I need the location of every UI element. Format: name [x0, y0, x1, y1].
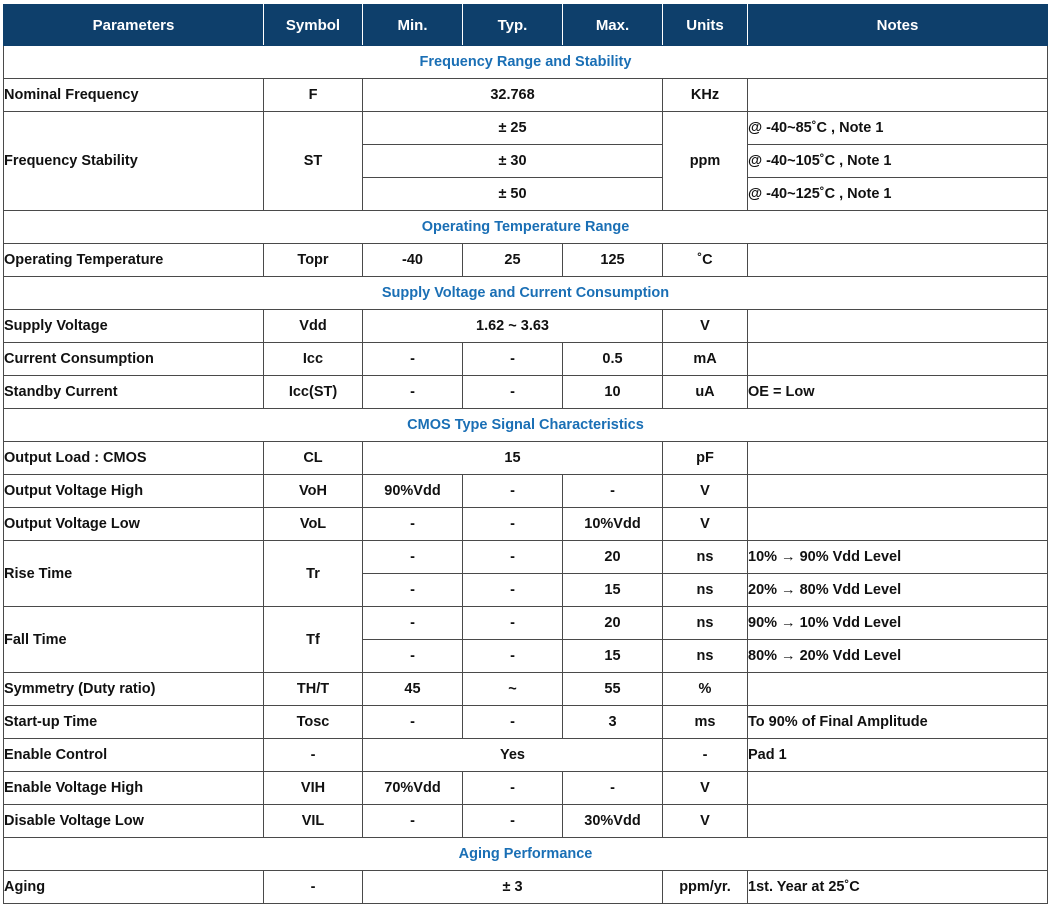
max-cell: 125: [563, 244, 663, 277]
header-notes: Notes: [748, 5, 1048, 46]
symbol-cell: Icc: [264, 343, 363, 376]
param-cell: Start-up Time: [4, 706, 264, 739]
notes-cell: [748, 772, 1048, 805]
header-max: Max.: [563, 5, 663, 46]
max-cell: 15: [563, 640, 663, 673]
notes-cell: [748, 673, 1048, 706]
max-cell: 55: [563, 673, 663, 706]
max-cell: -: [563, 475, 663, 508]
max-cell: 10: [563, 376, 663, 409]
units-cell: V: [663, 310, 748, 343]
param-cell: Output Voltage High: [4, 475, 264, 508]
notes-cell: 20% → 80% Vdd Level: [748, 574, 1048, 607]
units-cell: ms: [663, 706, 748, 739]
units-cell: V: [663, 475, 748, 508]
notes-cell: [748, 79, 1048, 112]
param-cell: Frequency Stability: [4, 112, 264, 211]
table-row: [4, 871, 1048, 904]
units-cell: ppm: [663, 112, 748, 211]
section-title: Supply Voltage and Current Consumption: [4, 277, 1048, 310]
units-cell: %: [663, 673, 748, 706]
table-row: [4, 673, 1048, 706]
units-cell: uA: [663, 376, 748, 409]
table-row: [4, 475, 1048, 508]
notes-cell: [748, 508, 1048, 541]
units-cell: V: [663, 772, 748, 805]
table-row: [4, 739, 1048, 772]
min-cell: 90%Vdd: [363, 475, 463, 508]
symbol-cell: Vdd: [264, 310, 363, 343]
typ-cell: -: [463, 574, 563, 607]
notes-cell: [748, 442, 1048, 475]
units-cell: ppm/yr.: [663, 871, 748, 904]
notes-cell: 1st. Year at 25˚C: [748, 871, 1048, 904]
symbol-cell: TH/T: [264, 673, 363, 706]
param-cell: Output Voltage Low: [4, 508, 264, 541]
header-units: Units: [663, 5, 748, 46]
max-cell: 3: [563, 706, 663, 739]
param-cell: Output Load : CMOS: [4, 442, 264, 475]
min-cell: -: [363, 805, 463, 838]
notes-cell: [748, 310, 1048, 343]
notes-cell: Pad 1: [748, 739, 1048, 772]
notes-cell: 10% → 90% Vdd Level: [748, 541, 1048, 574]
notes-cell: 90% → 10% Vdd Level: [748, 607, 1048, 640]
units-cell: V: [663, 508, 748, 541]
symbol-cell: -: [264, 871, 363, 904]
table-row: [4, 607, 1048, 640]
max-cell: 15: [563, 574, 663, 607]
units-cell: pF: [663, 442, 748, 475]
min-cell: -: [363, 376, 463, 409]
header-parameters: Parameters: [4, 5, 264, 46]
table-row: [4, 805, 1048, 838]
min-cell: -: [363, 607, 463, 640]
section-row: [4, 211, 1048, 244]
symbol-cell: VIH: [264, 772, 363, 805]
value-cell: ± 3: [363, 871, 663, 904]
param-cell: Enable Voltage High: [4, 772, 264, 805]
typ-cell: -: [463, 706, 563, 739]
min-cell: -: [363, 508, 463, 541]
typ-cell: -: [463, 343, 563, 376]
table-row: [4, 772, 1048, 805]
symbol-cell: VoL: [264, 508, 363, 541]
symbol-cell: ST: [264, 112, 363, 211]
notes-cell: @ -40~125˚C , Note 1: [748, 178, 1048, 211]
notes-cell: [748, 244, 1048, 277]
symbol-cell: Tf: [264, 607, 363, 673]
symbol-cell: -: [264, 739, 363, 772]
symbol-cell: VoH: [264, 475, 363, 508]
value-cell: 1.62 ~ 3.63: [363, 310, 663, 343]
units-cell: mA: [663, 343, 748, 376]
min-cell: -: [363, 574, 463, 607]
param-cell: Enable Control: [4, 739, 264, 772]
value-cell: ± 30: [363, 145, 663, 178]
table-row: [4, 706, 1048, 739]
max-cell: 30%Vdd: [563, 805, 663, 838]
notes-cell: [748, 805, 1048, 838]
typ-cell: -: [463, 376, 563, 409]
param-cell: Nominal Frequency: [4, 79, 264, 112]
table-row: [4, 442, 1048, 475]
section-title: CMOS Type Signal Characteristics: [4, 409, 1048, 442]
symbol-cell: VIL: [264, 805, 363, 838]
param-cell: Symmetry (Duty ratio): [4, 673, 264, 706]
min-cell: -: [363, 343, 463, 376]
param-cell: Supply Voltage: [4, 310, 264, 343]
typ-cell: -: [463, 640, 563, 673]
value-cell: 15: [363, 442, 663, 475]
header-typ: Typ.: [463, 5, 563, 46]
table-row: [4, 310, 1048, 343]
min-cell: -40: [363, 244, 463, 277]
typ-cell: -: [463, 475, 563, 508]
units-cell: KHz: [663, 79, 748, 112]
notes-cell: To 90% of Final Amplitude: [748, 706, 1048, 739]
notes-cell: @ -40~85˚C , Note 1: [748, 112, 1048, 145]
symbol-cell: CL: [264, 442, 363, 475]
typ-cell: ~: [463, 673, 563, 706]
units-cell: ns: [663, 574, 748, 607]
table-row: [4, 343, 1048, 376]
max-cell: 10%Vdd: [563, 508, 663, 541]
min-cell: 70%Vdd: [363, 772, 463, 805]
section-row: [4, 409, 1048, 442]
notes-cell: OE = Low: [748, 376, 1048, 409]
units-cell: V: [663, 805, 748, 838]
param-cell: Operating Temperature: [4, 244, 264, 277]
header-min: Min.: [363, 5, 463, 46]
max-cell: -: [563, 772, 663, 805]
value-cell: 32.768: [363, 79, 663, 112]
param-cell: Rise Time: [4, 541, 264, 607]
notes-cell: 80% → 20% Vdd Level: [748, 640, 1048, 673]
typ-cell: -: [463, 772, 563, 805]
value-cell: ± 25: [363, 112, 663, 145]
units-cell: ns: [663, 607, 748, 640]
typ-cell: 25: [463, 244, 563, 277]
notes-cell: [748, 475, 1048, 508]
param-cell: Aging: [4, 871, 264, 904]
notes-cell: @ -40~105˚C , Note 1: [748, 145, 1048, 178]
table-row: [4, 79, 1048, 112]
section-title: Frequency Range and Stability: [4, 46, 1048, 79]
section-row: [4, 838, 1048, 871]
symbol-cell: Tr: [264, 541, 363, 607]
max-cell: 20: [563, 541, 663, 574]
param-cell: Fall Time: [4, 607, 264, 673]
value-cell: ± 50: [363, 178, 663, 211]
param-cell: Standby Current: [4, 376, 264, 409]
notes-cell: [748, 343, 1048, 376]
header-symbol: Symbol: [264, 5, 363, 46]
table-row: [4, 508, 1048, 541]
units-cell: ns: [663, 640, 748, 673]
table-row: [4, 376, 1048, 409]
header-row: [4, 5, 1048, 46]
param-cell: Disable Voltage Low: [4, 805, 264, 838]
min-cell: -: [363, 706, 463, 739]
min-cell: 45: [363, 673, 463, 706]
section-row: [4, 46, 1048, 79]
section-row: [4, 277, 1048, 310]
typ-cell: -: [463, 607, 563, 640]
min-cell: -: [363, 640, 463, 673]
table-row: [4, 244, 1048, 277]
typ-cell: -: [463, 508, 563, 541]
min-cell: -: [363, 541, 463, 574]
section-title: Operating Temperature Range: [4, 211, 1048, 244]
symbol-cell: Topr: [264, 244, 363, 277]
value-cell: Yes: [363, 739, 663, 772]
symbol-cell: Icc(ST): [264, 376, 363, 409]
max-cell: 20: [563, 607, 663, 640]
param-cell: Current Consumption: [4, 343, 264, 376]
symbol-cell: F: [264, 79, 363, 112]
units-cell: ˚C: [663, 244, 748, 277]
units-cell: -: [663, 739, 748, 772]
table-row: [4, 541, 1048, 574]
max-cell: 0.5: [563, 343, 663, 376]
symbol-cell: Tosc: [264, 706, 363, 739]
units-cell: ns: [663, 541, 748, 574]
section-title: Aging Performance: [4, 838, 1048, 871]
typ-cell: -: [463, 805, 563, 838]
spec-table: [3, 4, 1048, 904]
table-row: [4, 112, 1048, 145]
typ-cell: -: [463, 541, 563, 574]
